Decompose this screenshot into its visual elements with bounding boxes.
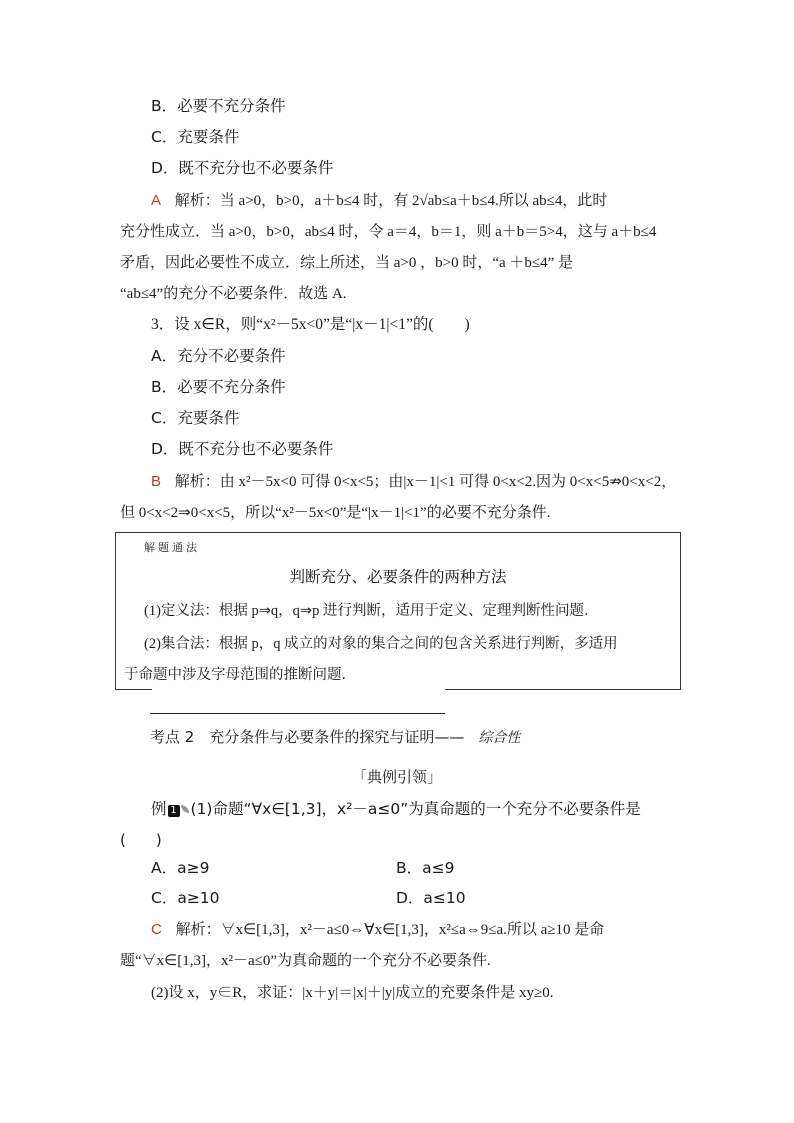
example1-option-c: C．a≥10	[151, 889, 220, 907]
q2-answer-line4: “ab≤4”的充分不必要条件．故选 A.	[120, 286, 347, 302]
method-box-line1: (1)定义法：根据 p⇒q，q⇒p 进行判断，适用于定义、定理判断性问题．	[144, 603, 599, 619]
q3-option-b: B．必要不充分条件	[151, 378, 286, 396]
q3-stem: 3．设 x∈R，则“x²－5x<0”是“|x－1|<1”的( )	[151, 316, 470, 333]
section-tag: 综合性	[478, 731, 521, 746]
example1-part2: (2)设 x，y∈R，求证：|x＋y|＝|x|＋|y|成立的充要条件是 xy≥0.	[151, 985, 554, 1001]
q2-answer-text1: ：当 a>0，b>0，a＋b≤4 时，有 2√ab≤a＋b≤4.所以 ab≤4，此时	[204, 193, 608, 209]
example1-answer-letter: C	[151, 921, 162, 938]
example1-answer-line1	[151, 920, 604, 940]
example-number-badge: 1	[168, 805, 180, 817]
q2-option-b: B．必要不充分条件	[151, 97, 286, 115]
section-subtitle: 「典例引领」	[351, 768, 442, 786]
method-box	[115, 532, 681, 690]
q3-option-c: C．充要条件	[151, 409, 240, 427]
example1-stem-text: (1)命题“∀x∈[1,3]，x²－a≤0”为真命题的一个充分不必要条件是	[190, 800, 641, 818]
example1-option-b: B．a≤9	[396, 859, 455, 877]
method-box-line3: 于命题中涉及字母范围的推断问题．	[124, 667, 356, 683]
section-heading	[150, 726, 520, 747]
section-heading-text: 考点 2 充分条件与必要条件的探究与证明——	[150, 728, 465, 746]
example1-option-a: A．a≥9	[151, 859, 210, 877]
box-border-gap	[152, 689, 445, 691]
q2-answer-line2: 充分性成立．当 a>0，b>0，ab≤4 时，令 a＝4，b＝1，则 a＋b＝5>4，这与 a＋b≤4	[120, 224, 657, 240]
q3-answer-line1	[151, 472, 676, 492]
q2-answer-letter: A	[151, 192, 162, 209]
q2-option-d: D．既不充分也不必要条件	[151, 159, 334, 177]
method-box-label: 解题通法	[144, 541, 200, 554]
example1-prefix: 例	[151, 800, 167, 818]
example1-stem-line2: ( )	[120, 831, 162, 849]
q3-option-d: D．既不充分也不必要条件	[151, 440, 334, 458]
q2-answer-label: 解析	[174, 193, 205, 209]
example1-stem-line1	[151, 799, 641, 819]
example1-option-d: D．a≤10	[396, 889, 466, 907]
method-box-line2: (2)集合法：根据 p，q 成立的对象的集合之间的包含关系进行判断，多适用	[144, 636, 618, 652]
q3-option-a: A．充分不必要条件	[151, 347, 286, 365]
example1-answer-line2: 题“∀x∈[1,3]，x²－a≤0”为真命题的一个充分不必要条件.	[120, 953, 491, 969]
q3-answer-line2: 但 0<x<2⇒0<x<5，所以“x²－5x<0”是“|x－1|<1”的必要不充分条件.	[120, 505, 551, 521]
q3-answer-letter: B	[151, 473, 162, 490]
example1-answer-label: 解析	[175, 922, 206, 938]
q3-answer-text1: ：由 x²－5x<0 可得 0<x<5；由|x－1|<1 可得 0<x<2.因为 0<x<5⇏0<x<2，	[204, 474, 677, 490]
example1-answer-text1: ：∀x∈[1,3]，x²－a≤0⇔∀x∈[1,3]，x²≤a⇔9≤a.所以 a≥10 是命	[205, 922, 605, 938]
leaf-icon	[181, 805, 189, 813]
q3-answer-label: 解析	[174, 474, 205, 490]
q2-answer-line3: 矛盾，因此必要性不成立．综上所述，当 a>0 ，b>0 时，“a ＋b≤4” 是	[120, 255, 574, 271]
q2-option-c: C．充要条件	[151, 128, 240, 146]
method-box-title: 判断充分、必要条件的两种方法	[289, 568, 507, 586]
section-divider	[150, 713, 445, 714]
q2-answer-line1	[151, 191, 607, 211]
